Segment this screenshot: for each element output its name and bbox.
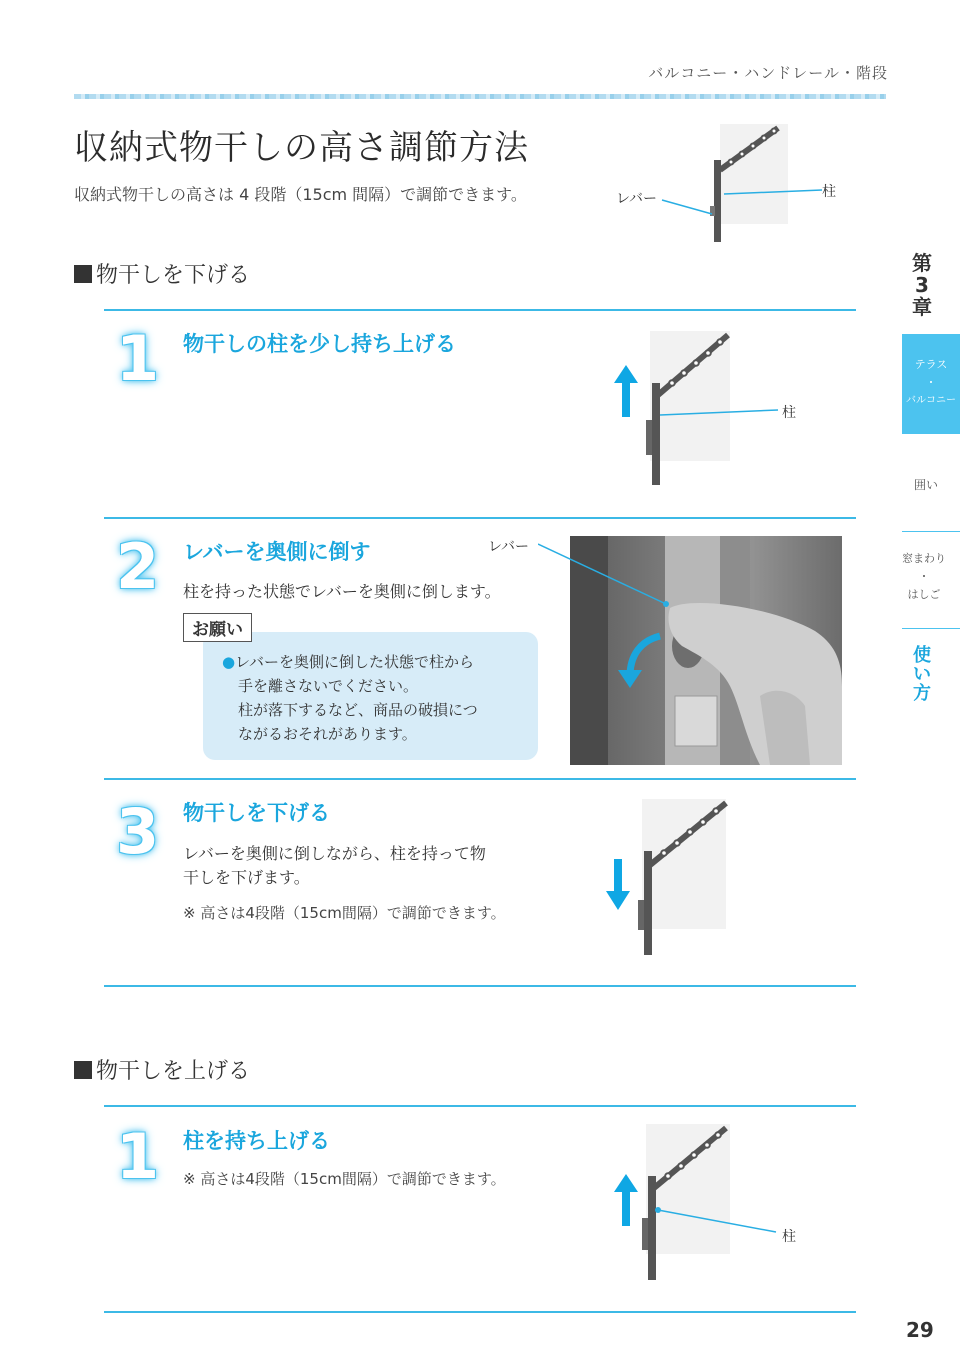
side-tab-label: 方 xyxy=(913,683,931,704)
up-arrow-icon xyxy=(614,365,638,417)
chapter-marker-char: 章 xyxy=(912,295,932,319)
divider xyxy=(104,1311,856,1313)
side-tab-enclosure[interactable]: 囲い xyxy=(913,478,938,492)
side-tab-divider xyxy=(902,628,960,629)
chapter-path: バルコニー・ハンドレール・階段 xyxy=(648,64,888,82)
side-tab-label: 窓まわり xyxy=(902,552,946,565)
divider xyxy=(104,778,856,780)
step-number: 3 xyxy=(116,795,160,868)
lever-label: レバー xyxy=(488,539,530,555)
square-bullet-icon xyxy=(74,265,92,283)
drying-rack-diagram-top xyxy=(600,118,850,248)
divider xyxy=(104,985,856,987)
side-tab-label: 使 xyxy=(913,645,931,666)
rack-lower-diagram xyxy=(600,795,740,960)
notice-text xyxy=(222,650,532,746)
page-number: 29 xyxy=(906,1318,934,1342)
page-title: 収納式物干しの高さ調節方法 xyxy=(74,128,529,168)
step-number: 1 xyxy=(116,1120,160,1193)
section-heading-lower-text: 物干しを下げる xyxy=(96,263,251,288)
step-text-line: 干しを下げます。 xyxy=(183,868,310,887)
notice-line: 手を離さないでください。 xyxy=(238,677,419,695)
lever-label-top: レバー xyxy=(616,191,658,207)
step-note: ※ 高さは4段階（15cm間隔）で調節できます。 xyxy=(183,1170,506,1188)
chapter-marker xyxy=(902,252,942,318)
step-title: レバーを奥側に倒す xyxy=(183,540,371,564)
step-text: 柱を持った状態でレバーを奥側に倒します。 xyxy=(183,582,501,601)
notice-line: レバーを奥側に倒した状態で柱から xyxy=(235,653,475,671)
down-arrow-icon xyxy=(606,859,630,910)
step-title: 柱を持ち上げる xyxy=(183,1129,330,1153)
side-tab-label: バルコニー xyxy=(906,395,956,406)
rack-raise-diagram-2 xyxy=(600,1118,830,1286)
divider xyxy=(104,309,856,311)
side-tab-label: い xyxy=(913,664,931,685)
header-rule xyxy=(74,94,886,99)
notice-line: 柱が落下するなど、商品の破損につ xyxy=(238,701,478,719)
pillar-label-top: 柱 xyxy=(822,184,836,200)
divider xyxy=(104,517,856,519)
section-heading-raise-text: 物干しを上げる xyxy=(96,1059,251,1084)
up-arrow-icon xyxy=(614,1174,638,1226)
side-tab-window-ladder[interactable] xyxy=(902,550,946,604)
side-tab-terrace-balcony[interactable] xyxy=(902,334,960,434)
step-number: 2 xyxy=(116,530,160,603)
side-tab-label: テラス xyxy=(914,358,948,371)
step-text-line: レバーを奥側に倒しながら、柱を持って物 xyxy=(183,844,486,863)
section-heading-raise xyxy=(74,1054,250,1085)
notice-label: お願い xyxy=(183,613,252,642)
side-tab-usage[interactable] xyxy=(902,646,942,703)
side-tab-label: ・ xyxy=(918,570,930,583)
divider xyxy=(104,1105,856,1107)
side-tab-label: はしご xyxy=(907,588,941,601)
side-tab-divider xyxy=(902,531,960,532)
pillar-label: 柱 xyxy=(782,405,796,421)
step-title: 物干しを下げる xyxy=(183,801,330,825)
step-number: 1 xyxy=(116,322,160,395)
pillar-label: 柱 xyxy=(782,1229,796,1245)
intro-text: 収納式物干しの高さは 4 段階（15cm 間隔）で調節できます。 xyxy=(74,185,527,204)
step-note: ※ 高さは4段階（15cm間隔）で調節できます。 xyxy=(183,904,506,922)
step-title: 物干しの柱を少し持ち上げる xyxy=(183,332,456,356)
lever-callout-line xyxy=(538,540,678,610)
notice-line: ながるおそれがあります。 xyxy=(238,725,417,743)
side-tab-label: ・ xyxy=(925,376,937,389)
step-text xyxy=(183,842,486,890)
section-heading-lower xyxy=(74,258,250,289)
chapter-marker-char: 第 xyxy=(912,251,932,275)
chapter-marker-char: 3 xyxy=(915,273,929,297)
bullet-dot-icon: ● xyxy=(222,653,236,671)
square-bullet-icon xyxy=(74,1061,92,1079)
